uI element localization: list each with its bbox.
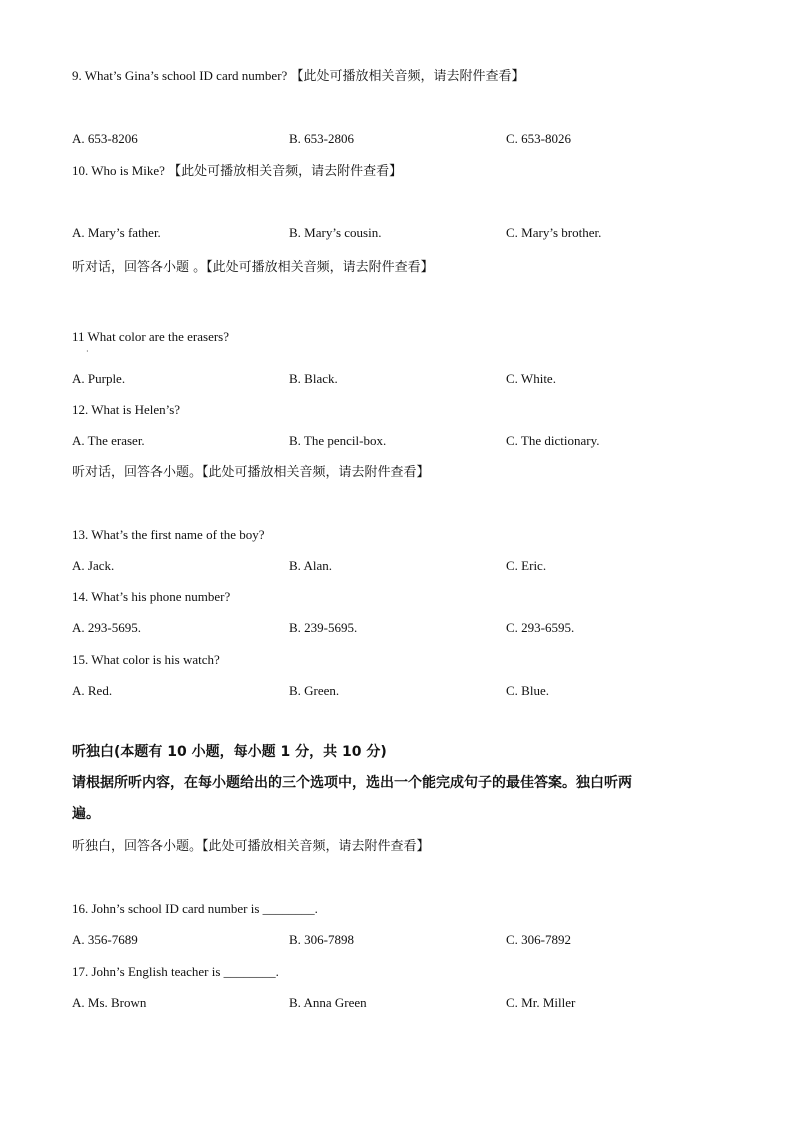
- q15-option-c[interactable]: C. Blue.: [506, 683, 549, 698]
- q10-option-a[interactable]: A. Mary’s father.: [72, 225, 161, 240]
- question-17-stem: 17. John’s English teacher is ________.: [72, 964, 279, 979]
- q11-option-b[interactable]: B. Black.: [289, 371, 338, 386]
- q10-option-b[interactable]: B. Mary’s cousin.: [289, 225, 382, 240]
- question-12-stem: 12. What is Helen’s?: [72, 402, 181, 417]
- q9-option-a[interactable]: A. 653-8206: [72, 131, 138, 146]
- q15-option-a[interactable]: A. Red.: [72, 683, 113, 698]
- question-9-stem: 9. What’s Gina’s school ID card number? 【此处可播放相关音频，请去附件查看】: [72, 68, 525, 83]
- question-10-stem: 10. Who is Mike? 【此处可播放相关音频，请去附件查看】: [72, 163, 403, 178]
- q17-option-a[interactable]: A. Ms. Brown: [72, 995, 147, 1010]
- q9-option-c[interactable]: C. 653-8026: [506, 131, 571, 146]
- q11-option-c[interactable]: C. White.: [506, 371, 556, 386]
- q10-option-c[interactable]: C. Mary’s brother.: [506, 225, 602, 240]
- q13-option-b[interactable]: B. Alan.: [289, 558, 332, 573]
- q14-option-a[interactable]: A. 293-5695.: [72, 620, 141, 635]
- question-14-stem: 14. What’s his phone number?: [72, 589, 231, 604]
- q13-option-c[interactable]: C. Eric.: [506, 558, 547, 573]
- q16-option-b[interactable]: B. 306-7898: [289, 932, 354, 947]
- dialogue-instruction-1: 听对话，回答各小题 。【此处可播放相关音频，请去附件查看】: [72, 260, 434, 275]
- dialogue-instruction-2: 听对话，回答各小题。【此处可播放相关音频，请去附件查看】: [72, 465, 430, 480]
- q9-option-b[interactable]: B. 653-2806: [289, 131, 354, 146]
- section-title: 听独白(本题有 10 小题，每小题 1 分，共 10 分): [72, 744, 387, 760]
- q14-option-c[interactable]: C. 293-6595.: [506, 620, 575, 635]
- q17-option-b[interactable]: B. Anna Green: [289, 995, 367, 1010]
- section-description-line-2: 遍。: [72, 806, 100, 822]
- q15-option-b[interactable]: B. Green.: [289, 683, 340, 698]
- q13-option-a[interactable]: A. Jack.: [72, 558, 115, 573]
- q11-option-a[interactable]: A. Purple.: [72, 371, 126, 386]
- question-16-stem: 16. John’s school ID card number is ________.: [72, 901, 318, 916]
- q14-option-b[interactable]: B. 239-5695.: [289, 620, 358, 635]
- q16-option-c[interactable]: C. 306-7892: [506, 932, 571, 947]
- q12-option-b[interactable]: B. The pencil-box.: [289, 433, 387, 448]
- q17-option-c[interactable]: C. Mr. Miller: [506, 995, 576, 1010]
- question-11-stem: 11 What color are the erasers?: [72, 329, 230, 344]
- q12-option-a[interactable]: A. The eraser.: [72, 433, 145, 448]
- q12-option-c[interactable]: C. The dictionary.: [506, 433, 600, 448]
- q16-option-a[interactable]: A. 356-7689: [72, 932, 138, 947]
- question-15-stem: 15. What color is his watch?: [72, 652, 220, 667]
- section-description-line-1: 请根据所听内容，在每小题给出的三个选项中，选出一个能完成句子的最佳答案。独白听两: [72, 775, 632, 791]
- stray-dot-mark: ·: [86, 347, 89, 356]
- monologue-instruction: 听独白，回答各小题。【此处可播放相关音频，请去附件查看】: [72, 839, 430, 854]
- question-13-stem: 13. What’s the first name of the boy?: [72, 527, 265, 542]
